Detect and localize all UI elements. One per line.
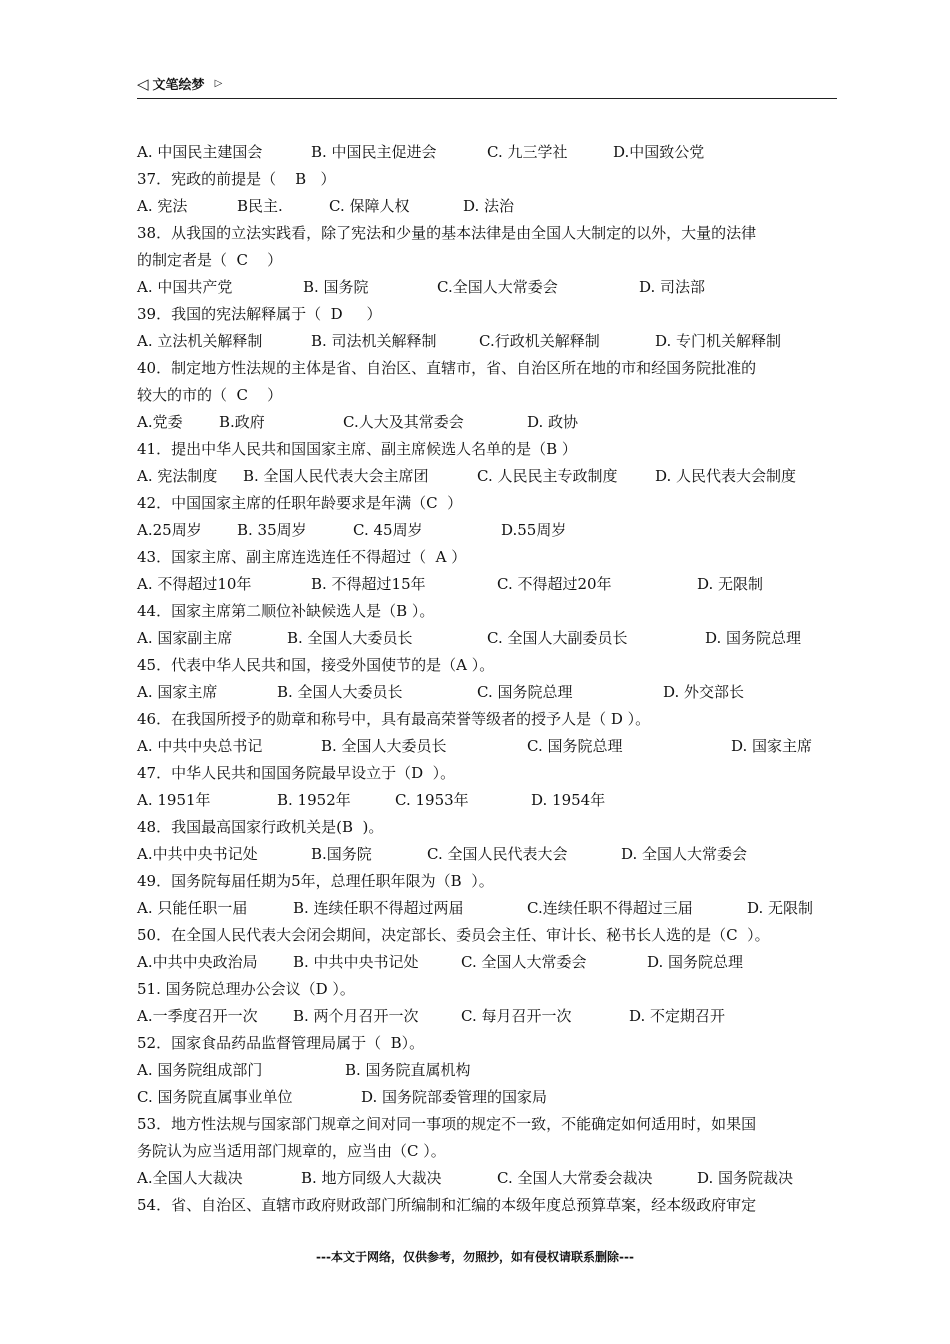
- answer-option: B. 中共中央书记处: [293, 953, 419, 971]
- answer-option: A. 宪法: [137, 197, 188, 215]
- options-line: [137, 788, 837, 815]
- answer-option: D. 全国人大常委会: [621, 845, 748, 863]
- answer-option: C. 九三学社: [487, 143, 568, 161]
- page-header: [137, 74, 837, 99]
- answer-option: A. 立法机关解释制: [137, 332, 263, 350]
- options-line: [137, 1058, 837, 1085]
- answer-option: A. 中共中央总书记: [137, 737, 263, 755]
- answer-option: C. 国务院直属事业单位: [137, 1088, 293, 1106]
- question-text: 39．我国的宪法解释属于（ D ）: [137, 305, 382, 323]
- answer-option: D. 专门机关解释制: [655, 332, 782, 350]
- question-text: 50．在全国人民代表大会闭会期间，决定部长、委员会主任、审计长、秘书长人选的是（C ）。: [137, 926, 770, 944]
- question-text: 的制定者是（ C ）: [137, 251, 283, 269]
- question-text: 54．省、自治区、直辖市政府财政部门所编制和汇编的本级年度总预算草案，经本级政府审定: [137, 1196, 757, 1214]
- answer-option: D. 国务院总理: [705, 629, 802, 647]
- options-line: [137, 518, 837, 545]
- question-text: 53．地方性法规与国家部门规章之间对同一事项的规定不一致，不能确定如何适用时，如果国: [137, 1115, 757, 1133]
- answer-option: C. 全国人大常委会: [461, 953, 587, 971]
- answer-option: B. 地方同级人大裁决: [301, 1169, 442, 1187]
- answer-option: B.政府: [219, 413, 265, 431]
- answer-option: B. 1952年: [277, 791, 351, 809]
- options-line: [137, 842, 837, 869]
- question-text: 42．中国国家主席的任职年龄要求是年满（C ）: [137, 494, 463, 512]
- answer-option: D. 国务院部委管理的国家局: [361, 1088, 548, 1106]
- answer-option: B. 全国人大委员长: [277, 683, 403, 701]
- question-text: 51. 国务院总理办公会议（D ）。: [137, 980, 355, 998]
- answer-option: B. 全国人大委员长: [287, 629, 413, 647]
- answer-option: D. 不定期召开: [629, 1007, 726, 1025]
- question-text: 38．从我国的立法实践看，除了宪法和少量的基本法律是由全国人大制定的以外，大量的法律: [137, 224, 757, 242]
- answer-option: A.一季度召开一次: [137, 1007, 258, 1025]
- right-triangle-icon: ▷: [214, 78, 223, 89]
- answer-option: D. 无限制: [747, 899, 814, 917]
- options-line: [137, 275, 837, 302]
- answer-option: A.党委: [137, 413, 183, 431]
- footer-disclaimer: ---本文于网络，仅供参考，勿照抄，如有侵权请联系删除---: [316, 1250, 634, 1264]
- question-text: 41．提出中华人民共和国国家主席、副主席候选人名单的是（B ）: [137, 440, 577, 458]
- answer-option: C. 45周岁: [353, 521, 423, 539]
- question-text: 48．我国最高国家行政机关是(B )。: [137, 818, 384, 836]
- answer-option: D. 司法部: [639, 278, 706, 296]
- question-text: 45．代表中华人民共和国，接受外国使节的是（A ）。: [137, 656, 495, 674]
- question-text: 37．宪政的前提是（ B ）: [137, 170, 336, 188]
- options-line: [137, 329, 837, 356]
- options-line: [137, 140, 837, 167]
- question-text: 46．在我国所授予的勋章和称号中，具有最高荣誉等级者的授予人是（ D ）。: [137, 710, 651, 728]
- question-text: 52．国家食品药品监督管理局属于（ B）。: [137, 1034, 425, 1052]
- answer-option: A.25周岁: [137, 521, 202, 539]
- options-line: [137, 734, 837, 761]
- answer-option: D. 国务院总理: [647, 953, 744, 971]
- answer-option: C. 每月召开一次: [461, 1007, 572, 1025]
- options-line: [137, 464, 837, 491]
- answer-option: B. 不得超过15年: [311, 575, 426, 593]
- answer-option: D. 外交部长: [663, 683, 745, 701]
- answer-option: D. 无限制: [697, 575, 764, 593]
- answer-option: C.连续任职不得超过三届: [527, 899, 693, 917]
- options-line: [137, 1166, 837, 1193]
- answer-option: C. 人民民主专政制度: [477, 467, 618, 485]
- answer-option: B.国务院: [311, 845, 372, 863]
- answer-option: B民主.: [237, 197, 283, 215]
- options-line: [137, 1004, 837, 1031]
- answer-option: A. 不得超过10年: [137, 575, 252, 593]
- answer-option: A. 国务院组成部门: [137, 1061, 263, 1079]
- answer-option: C.行政机关解释制: [479, 332, 600, 350]
- question-text: 43．国家主席、副主席连选连任不得超过（ A ）: [137, 548, 467, 566]
- answer-option: D. 1954年: [531, 791, 606, 809]
- answer-option: B. 全国人民代表大会主席团: [243, 467, 429, 485]
- answer-option: D. 政协: [527, 413, 579, 431]
- options-line: [137, 680, 837, 707]
- answer-option: C.全国人大常委会: [437, 278, 558, 296]
- answer-option: A.中共中央书记处: [137, 845, 258, 863]
- brand-logo: [137, 74, 222, 93]
- left-triangle-icon: ◁: [137, 74, 149, 93]
- answer-option: A. 只能任职一届: [137, 899, 248, 917]
- answer-option: C. 保障人权: [329, 197, 410, 215]
- answer-option: A. 1951年: [137, 791, 211, 809]
- answer-option: D. 国务院裁决: [697, 1169, 794, 1187]
- options-line: [137, 410, 837, 437]
- answer-option: A. 中国民主建国会: [137, 143, 263, 161]
- answer-option: D. 国家主席: [731, 737, 813, 755]
- answer-option: A. 国家主席: [137, 683, 218, 701]
- question-text: 较大的市的（ C ）: [137, 386, 283, 404]
- answer-option: A. 国家副主席: [137, 629, 233, 647]
- answer-option: B. 国务院: [303, 278, 369, 296]
- question-list: [137, 140, 837, 1220]
- answer-option: B. 35周岁: [237, 521, 307, 539]
- answer-option: C. 不得超过20年: [497, 575, 612, 593]
- answer-option: C. 全国人大副委员长: [487, 629, 628, 647]
- answer-option: C. 全国人大常委会裁决: [497, 1169, 653, 1187]
- question-text: 务院认为应当适用部门规章的，应当由（C ）。: [137, 1142, 446, 1160]
- options-line: [137, 896, 837, 923]
- question-text: 44．国家主席第二顺位补缺候选人是（B ）。: [137, 602, 435, 620]
- answer-option: B. 司法机关解释制: [311, 332, 437, 350]
- question-text: 40．制定地方性法规的主体是省、自治区、直辖市，省、自治区所在地的市和经国务院批准的: [137, 359, 757, 377]
- answer-option: C. 国务院总理: [527, 737, 623, 755]
- options-line: [137, 626, 837, 653]
- question-text: 47．中华人民共和国国务院最早设立于（D ）。: [137, 764, 456, 782]
- brand-text: 文笔绘梦: [152, 78, 205, 93]
- options-line: [137, 950, 837, 977]
- answer-option: B. 两个月召开一次: [293, 1007, 419, 1025]
- answer-option: B. 中国民主促进会: [311, 143, 437, 161]
- question-text: 49．国务院每届任期为5年，总理任职年限为（B ）。: [137, 872, 494, 890]
- answer-option: D. 法治: [463, 197, 515, 215]
- answer-option: B. 全国人大委员长: [321, 737, 447, 755]
- options-line: [137, 572, 837, 599]
- answer-option: A.全国人大裁决: [137, 1169, 243, 1187]
- answer-option: C. 全国人民代表大会: [427, 845, 568, 863]
- answer-option: D.中国致公党: [613, 143, 705, 161]
- options-line: [137, 194, 837, 221]
- options-line: [137, 1085, 837, 1112]
- answer-option: C. 国务院总理: [477, 683, 573, 701]
- answer-option: D.55周岁: [501, 521, 567, 539]
- answer-option: A. 宪法制度: [137, 467, 218, 485]
- answer-option: B. 国务院直属机构: [345, 1061, 471, 1079]
- answer-option: A. 中国共产党: [137, 278, 233, 296]
- answer-option: A.中共中央政治局: [137, 953, 258, 971]
- answer-option: C.人大及其常委会: [343, 413, 464, 431]
- answer-option: C. 1953年: [395, 791, 469, 809]
- answer-option: D. 人民代表大会制度: [655, 467, 797, 485]
- answer-option: B. 连续任职不得超过两届: [293, 899, 464, 917]
